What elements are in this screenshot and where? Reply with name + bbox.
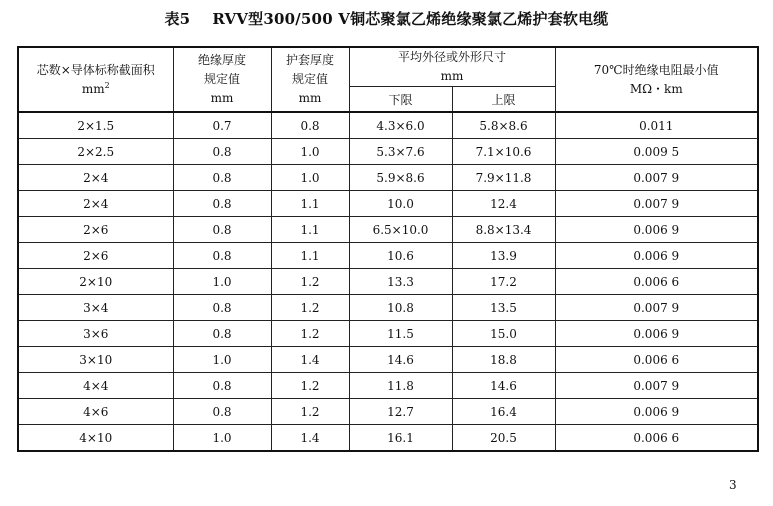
cell-upper-limit: 7.1×10.6 xyxy=(452,139,555,165)
cell-insulation-resistance: 0.007 9 xyxy=(555,165,758,191)
header-upper-limit: 上限 xyxy=(452,87,555,113)
cell-conductor-size: 2×4 xyxy=(18,165,173,191)
cell-insulation-resistance: 0.006 6 xyxy=(555,425,758,452)
cell-insulation-thickness: 0.8 xyxy=(173,243,271,269)
header-lower-limit: 下限 xyxy=(349,87,452,113)
cell-insulation-thickness: 0.8 xyxy=(173,373,271,399)
cell-conductor-size: 2×2.5 xyxy=(18,139,173,165)
cell-conductor-size: 3×10 xyxy=(18,347,173,373)
cell-insulation-resistance: 0.007 9 xyxy=(555,373,758,399)
table-row xyxy=(18,399,758,425)
table-row xyxy=(18,425,758,452)
cell-insulation-thickness: 0.8 xyxy=(173,165,271,191)
cell-insulation-resistance: 0.011 xyxy=(555,112,758,139)
header-insulation-spec: 规定值 xyxy=(203,72,240,86)
cell-insulation-thickness: 0.8 xyxy=(173,321,271,347)
cell-insulation-thickness: 1.0 xyxy=(173,269,271,295)
cell-sheath-thickness: 1.0 xyxy=(271,165,349,191)
table-row xyxy=(18,373,758,399)
cell-upper-limit: 12.4 xyxy=(452,191,555,217)
header-outer-dimension xyxy=(349,47,555,87)
cable-spec-table xyxy=(17,46,759,452)
cell-insulation-resistance: 0.006 9 xyxy=(555,243,758,269)
header-conductor-size xyxy=(18,47,173,112)
header-sheath-unit: mm xyxy=(298,91,322,105)
table-row xyxy=(18,243,758,269)
cell-insulation-thickness: 0.8 xyxy=(173,191,271,217)
cell-lower-limit: 6.5×10.0 xyxy=(349,217,452,243)
cell-insulation-resistance: 0.009 5 xyxy=(555,139,758,165)
table-row xyxy=(18,347,758,373)
cell-conductor-size: 2×6 xyxy=(18,243,173,269)
header-resistance-unit: MΩ・km xyxy=(629,81,683,96)
header-conductor-size-unit xyxy=(19,80,173,99)
cell-insulation-thickness: 0.8 xyxy=(173,295,271,321)
cell-conductor-size: 2×1.5 xyxy=(18,112,173,139)
cell-insulation-resistance: 0.007 9 xyxy=(555,191,758,217)
header-insulation-resistance xyxy=(555,47,758,112)
cell-sheath-thickness: 1.2 xyxy=(271,373,349,399)
table-row xyxy=(18,112,758,139)
cell-sheath-thickness: 1.0 xyxy=(271,139,349,165)
cell-upper-limit: 7.9×11.8 xyxy=(452,165,555,191)
cell-insulation-resistance: 0.006 9 xyxy=(555,217,758,243)
cell-upper-limit: 5.8×8.6 xyxy=(452,112,555,139)
header-outer-dimension-unit: mm xyxy=(440,69,464,83)
cell-conductor-size: 3×4 xyxy=(18,295,173,321)
cell-upper-limit: 17.2 xyxy=(452,269,555,295)
cell-upper-limit: 8.8×13.4 xyxy=(452,217,555,243)
cell-conductor-size: 3×6 xyxy=(18,321,173,347)
cell-lower-limit: 11.8 xyxy=(349,373,452,399)
cell-insulation-thickness: 0.8 xyxy=(173,217,271,243)
header-sheath-spec: 规定值 xyxy=(291,72,328,86)
cell-upper-limit: 18.8 xyxy=(452,347,555,373)
table-caption: RVV型300/500 V铜芯聚氯乙烯绝缘聚氯乙烯护套软电缆 xyxy=(212,10,609,28)
table-row xyxy=(18,139,758,165)
unit-mm: mm xyxy=(81,81,105,96)
header-outer-dimension-label: 平均外径或外形尺寸 xyxy=(398,50,507,64)
cell-lower-limit: 5.9×8.6 xyxy=(349,165,452,191)
cell-sheath-thickness: 0.8 xyxy=(271,112,349,139)
cell-insulation-resistance: 0.006 6 xyxy=(555,269,758,295)
cell-lower-limit: 13.3 xyxy=(349,269,452,295)
cell-lower-limit: 5.3×7.6 xyxy=(349,139,452,165)
table-row xyxy=(18,321,758,347)
cell-upper-limit: 15.0 xyxy=(452,321,555,347)
table-title xyxy=(0,8,773,29)
header-conductor-size-label: 芯数×导体标称截面积 xyxy=(36,62,155,77)
table-row xyxy=(18,295,758,321)
cell-insulation-thickness: 0.8 xyxy=(173,399,271,425)
cell-sheath-thickness: 1.2 xyxy=(271,321,349,347)
cell-sheath-thickness: 1.2 xyxy=(271,269,349,295)
cell-upper-limit: 13.5 xyxy=(452,295,555,321)
cell-upper-limit: 16.4 xyxy=(452,399,555,425)
cell-insulation-resistance: 0.007 9 xyxy=(555,295,758,321)
cell-insulation-thickness: 0.8 xyxy=(173,139,271,165)
cell-lower-limit: 16.1 xyxy=(349,425,452,452)
header-insulation-label: 绝缘厚度 xyxy=(197,53,246,67)
header-sheath-label: 护套厚度 xyxy=(285,53,334,67)
cell-upper-limit: 20.5 xyxy=(452,425,555,452)
cell-lower-limit: 10.6 xyxy=(349,243,452,269)
table-row xyxy=(18,217,758,243)
cell-lower-limit: 12.7 xyxy=(349,399,452,425)
table-row xyxy=(18,191,758,217)
cell-insulation-thickness: 1.0 xyxy=(173,425,271,452)
cell-lower-limit: 4.3×6.0 xyxy=(349,112,452,139)
cell-conductor-size: 4×6 xyxy=(18,399,173,425)
cell-sheath-thickness: 1.1 xyxy=(271,217,349,243)
cell-conductor-size: 2×10 xyxy=(18,269,173,295)
cell-insulation-thickness: 0.7 xyxy=(173,112,271,139)
cell-insulation-resistance: 0.006 6 xyxy=(555,347,758,373)
cell-sheath-thickness: 1.4 xyxy=(271,347,349,373)
cell-upper-limit: 14.6 xyxy=(452,373,555,399)
cell-lower-limit: 14.6 xyxy=(349,347,452,373)
header-insulation-unit: mm xyxy=(210,91,234,105)
cell-lower-limit: 10.8 xyxy=(349,295,452,321)
cell-conductor-size: 2×4 xyxy=(18,191,173,217)
cell-upper-limit: 13.9 xyxy=(452,243,555,269)
cell-insulation-resistance: 0.006 9 xyxy=(555,321,758,347)
cell-sheath-thickness: 1.2 xyxy=(271,399,349,425)
unit-superscript: 2 xyxy=(104,80,110,90)
cell-lower-limit: 10.0 xyxy=(349,191,452,217)
cell-insulation-thickness: 1.0 xyxy=(173,347,271,373)
cell-conductor-size: 4×10 xyxy=(18,425,173,452)
page-number: 3 xyxy=(729,478,737,492)
table-row xyxy=(18,269,758,295)
cell-conductor-size: 4×4 xyxy=(18,373,173,399)
cell-sheath-thickness: 1.2 xyxy=(271,295,349,321)
header-sheath-thickness xyxy=(271,47,349,112)
table-number: 表5 xyxy=(164,10,191,28)
cell-insulation-resistance: 0.006 9 xyxy=(555,399,758,425)
cell-sheath-thickness: 1.1 xyxy=(271,243,349,269)
cell-sheath-thickness: 1.1 xyxy=(271,191,349,217)
cell-conductor-size: 2×6 xyxy=(18,217,173,243)
table-row xyxy=(18,165,758,191)
cell-lower-limit: 11.5 xyxy=(349,321,452,347)
header-insulation-thickness xyxy=(173,47,271,112)
cell-sheath-thickness: 1.4 xyxy=(271,425,349,452)
header-resistance-label: 70℃时绝缘电阻最小值 xyxy=(593,62,719,77)
